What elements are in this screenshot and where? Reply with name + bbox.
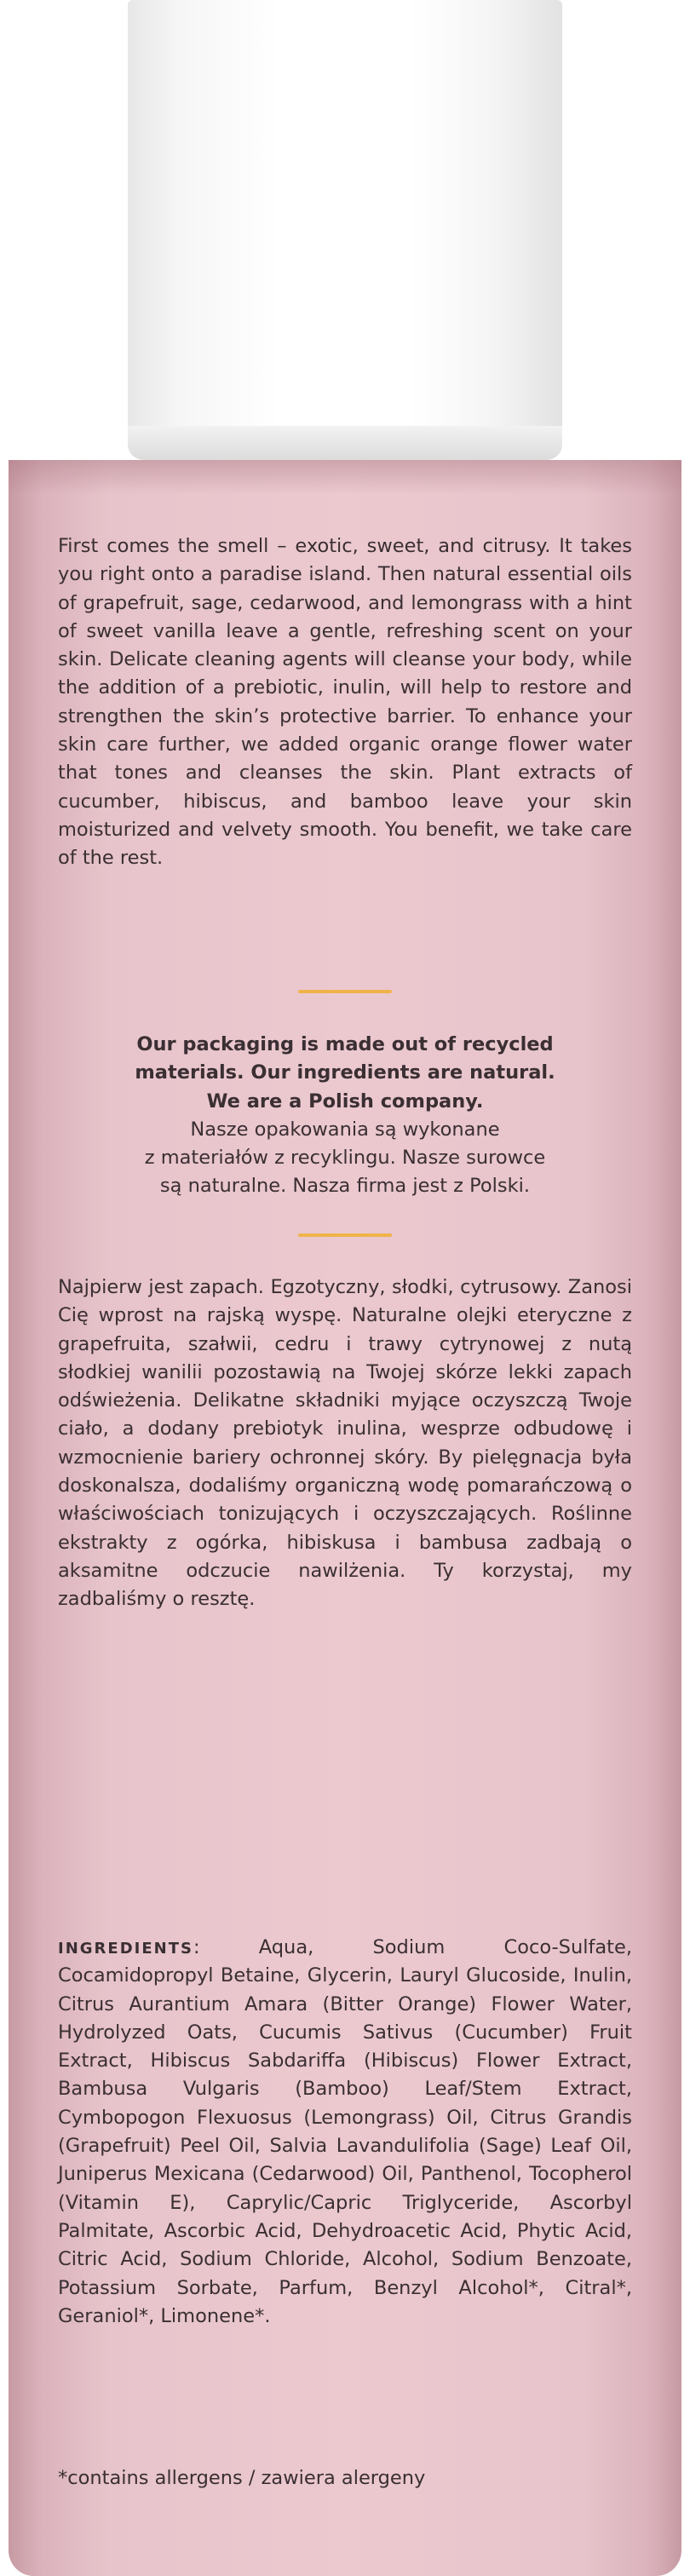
ingredients-label: INGREDIENTS: [58, 1940, 193, 1958]
packaging-statement: [85, 1031, 605, 1201]
packaging-en-line-1: Our packaging is made out of recycled: [136, 1033, 554, 1055]
bottle-cap-base: [128, 426, 562, 460]
ingredients-text: : Aqua, Sodium Coco-Sulfate, Cocamidopropyl Betaine, Glycerin, Lauryl Glucoside, Inulin, Citrus Aurantium Amara (Bitter Orange) Flower Water, Hydrolyzed Oats, Cucumis Sativus (Cucumber) Fruit Extract, Hibiscus Sabdariffa (Hibiscus) Flower Extract, Bambusa Vulgaris (Bamboo) Leaf/Stem Extract, Cymbopogon Flexuosus (Lemongrass) Oil, Citrus Grandis (Grapefruit) Peel Oil, Salvia Lavandulifolia (Sage) Leaf Oil, Juniperus Mexicana (Cedarwood) Oil, Panthenol, Tocopherol (Vitamin E), Caprylic/Capric Triglyceride, Ascorbyl Palmitate, Ascorbic Acid, Dehydroacetic Acid, Phytic Acid, Citric Acid, Sodium Chloride, Alcohol, Sodium Benzoate, Potassium Sorbate, Parfum, Benzyl Alcohol*, Citral*, Geraniol*, Limonene*.: [58, 1936, 632, 2327]
packaging-pl-line-1: Nasze opakowania są wykonane: [190, 1118, 500, 1141]
allergen-note: *contains allergens / zawiera alergeny: [58, 2467, 426, 2489]
description-polish: Najpierw jest zapach. Egzotyczny, słodki, cytrusowy. Zanosi Cię wprost na rajską wyspę. Naturalne olejki eteryczne z grapefruita, szałwii, cedru i trawy cytrynowej z nutą słodkiej wanilii pozostawią na Twojej skórze lekki zapach odświeżenia. Delikatne składniki myjące oczyszczą Twoje ciało, a dodany prebiotyk inulina, wesprze odbudowę i wzmocnienie bariery ochronnej skóry. By pielęgnacja była doskonalsza, dodaliśmy organiczną wodę pomarańczową o właściwościach tonizujących i oczyszczających. Roślinne ekstrakty z ogórka, hibiskusa i bambusa zadbają o aksamitne odczucie nawilżenia. Ty korzystaj, my zadbaliśmy o resztę.: [58, 1276, 632, 1611]
packaging-pl-line-2: z materiałów z recyklingu. Nasze surowce: [144, 1147, 546, 1170]
packaging-en-line-2: materials. Our ingredients are natural.: [135, 1061, 555, 1084]
bottle-shoulder-shadow: [9, 460, 681, 494]
divider-bottom: [298, 1233, 392, 1237]
divider-top: [298, 990, 392, 993]
packaging-pl-line-3: są naturalne. Nasza firma jest z Polski.: [159, 1175, 531, 1198]
description-english: First comes the smell – exotic, sweet, and citrusy. It takes you right onto a paradise island. Then natural essential oils of grapefruit, sage, cedarwood, and lemongrass with a hint of sweet vanilla leave a gentle, refreshing scent on your skin. Delicate cleaning agents will cleanse your body, while the addition of a prebiotic, inulin, will help to restore and strengthen the skin’s protective barrier. To enhance your skin care further, we added organic orange flower water that tones and cleanses the skin. Plant extracts of cucumber, hibiscus, and bamboo leave your skin moisturized and velvety smooth. You benefit, we take care of the rest.: [58, 535, 632, 870]
packaging-en-line-3: We are a Polish company.: [206, 1090, 484, 1113]
ingredients-list: [58, 1934, 632, 2331]
bottle-cap: [128, 0, 562, 460]
